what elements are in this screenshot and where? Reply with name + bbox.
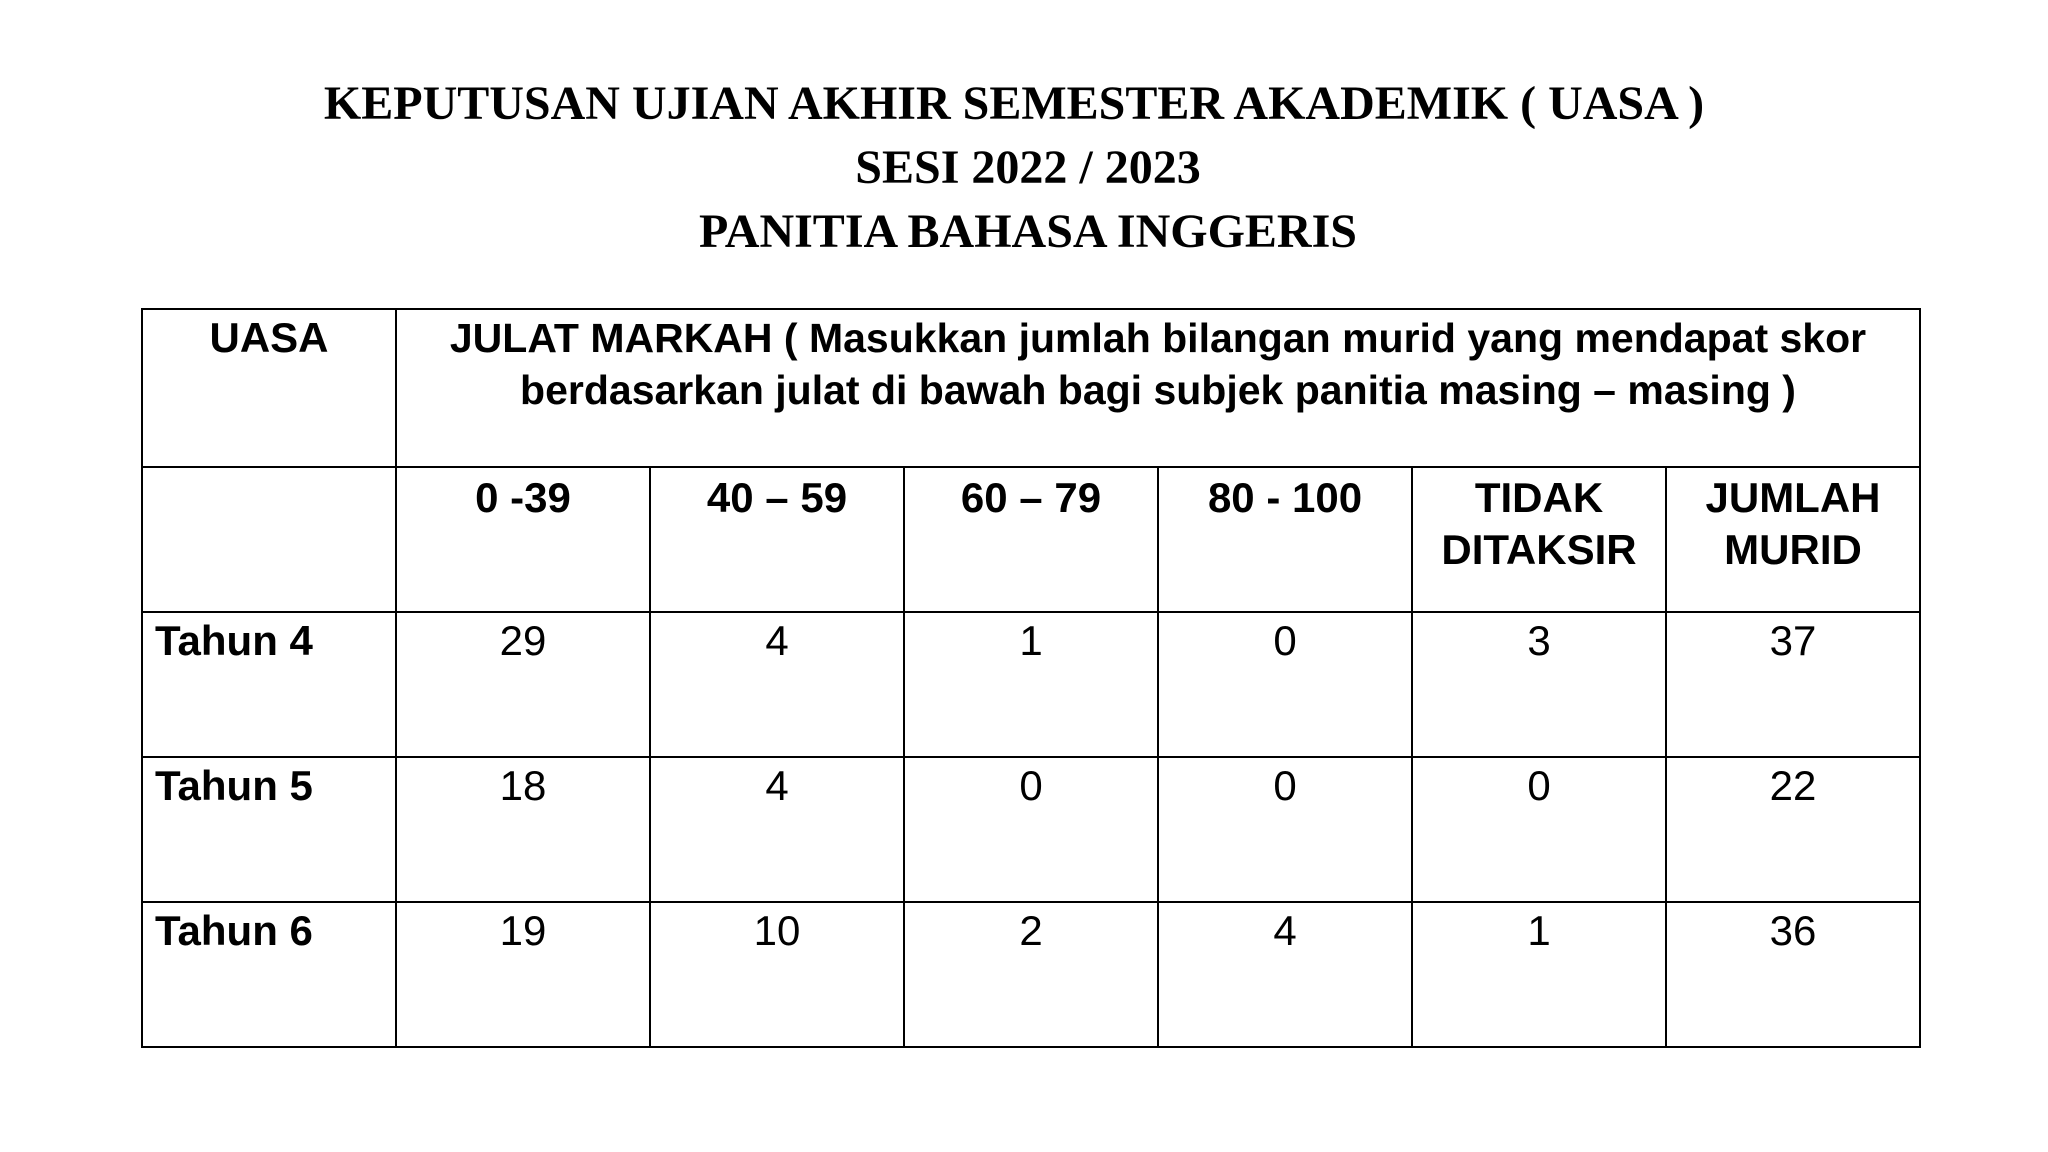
cell-value: 10 [650, 902, 904, 1047]
document-title [0, 72, 2048, 264]
empty-cell [142, 467, 396, 612]
cell-value: 1 [1412, 902, 1666, 1047]
row-label: Tahun 4 [142, 612, 396, 757]
range-0-39: 0 -39 [396, 467, 650, 612]
cell-value: 4 [650, 612, 904, 757]
cell-value: 0 [904, 757, 1158, 902]
cell-value: 4 [1158, 902, 1412, 1047]
results-table [141, 308, 1921, 1048]
cell-value: 37 [1666, 612, 1920, 757]
range-60-79: 60 – 79 [904, 467, 1158, 612]
cell-value: 4 [650, 757, 904, 902]
title-line-3: PANITIA BAHASA INGGERIS [699, 205, 1357, 258]
title-line-1: KEPUTUSAN UJIAN AKHIR SEMESTER AKADEMIK ( UASA ) [323, 77, 1705, 130]
header-julat-markah: JULAT MARKAH ( Masukkan jumlah bilangan murid yang mendapat skor berdasarkan julat di bawah bagi subjek panitia masing – masing ) [396, 309, 1920, 467]
range-80-100: 80 - 100 [1158, 467, 1412, 612]
range-40-59: 40 – 59 [650, 467, 904, 612]
cell-value: 0 [1158, 612, 1412, 757]
cell-value: 0 [1412, 757, 1666, 902]
cell-value: 19 [396, 902, 650, 1047]
table-row [142, 757, 1920, 902]
table-row [142, 902, 1920, 1047]
table-row [142, 612, 1920, 757]
title-line-2: SESI 2022 / 2023 [855, 141, 1201, 194]
row-label: Tahun 5 [142, 757, 396, 902]
cell-value: 36 [1666, 902, 1920, 1047]
cell-value: 3 [1412, 612, 1666, 757]
cell-value: 2 [904, 902, 1158, 1047]
header-uasa: UASA [142, 309, 396, 467]
cell-value: 1 [904, 612, 1158, 757]
cell-value: 22 [1666, 757, 1920, 902]
cell-value: 0 [1158, 757, 1412, 902]
range-jumlah-murid: JUMLAH MURID [1666, 467, 1920, 612]
table-header-row [142, 309, 1920, 467]
range-tidak-ditaksir: TIDAK DITAKSIR [1412, 467, 1666, 612]
table-range-row [142, 467, 1920, 612]
cell-value: 18 [396, 757, 650, 902]
row-label: Tahun 6 [142, 902, 396, 1047]
cell-value: 29 [396, 612, 650, 757]
